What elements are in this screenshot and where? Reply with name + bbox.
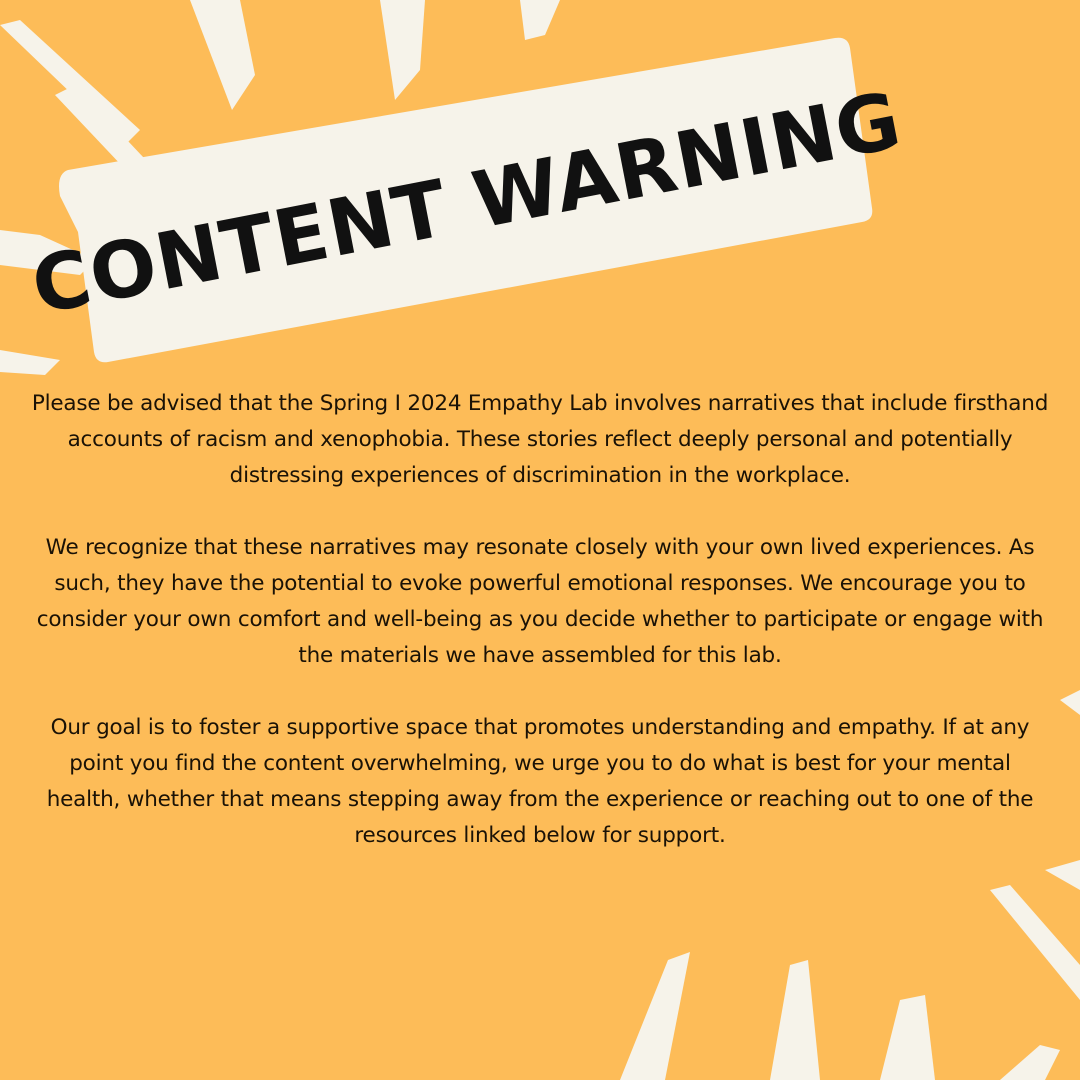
paragraph-advisory: Please be advised that the Spring I 2024 Empathy Lab involves narratives that include firsthand accounts of racism and xenophobia. These stories reflect deeply personal and potentially distressing experiences of discrimination in the workplace. bbox=[31, 391, 1049, 488]
warning-body bbox=[30, 386, 1050, 890]
page-title: CONTENT WARNING bbox=[25, 75, 909, 333]
paragraph-recognition: We recognize that these narratives may resonate closely with your own lived experiences. As such, they have the potential to evoke powerful emotional responses. We encourage you to consider your own comfort and well-being as you decide whether to participate or engage with the materials we have assembled for this lab. bbox=[36, 535, 1044, 668]
paragraph-goal: Our goal is to foster a supportive space that promotes understanding and empathy. If at any point you find the content overwhelming, we urge you to do what is best for your mental health, whether that means stepping away from the experience or reaching out to one of the resources linked below for support. bbox=[46, 715, 1034, 848]
